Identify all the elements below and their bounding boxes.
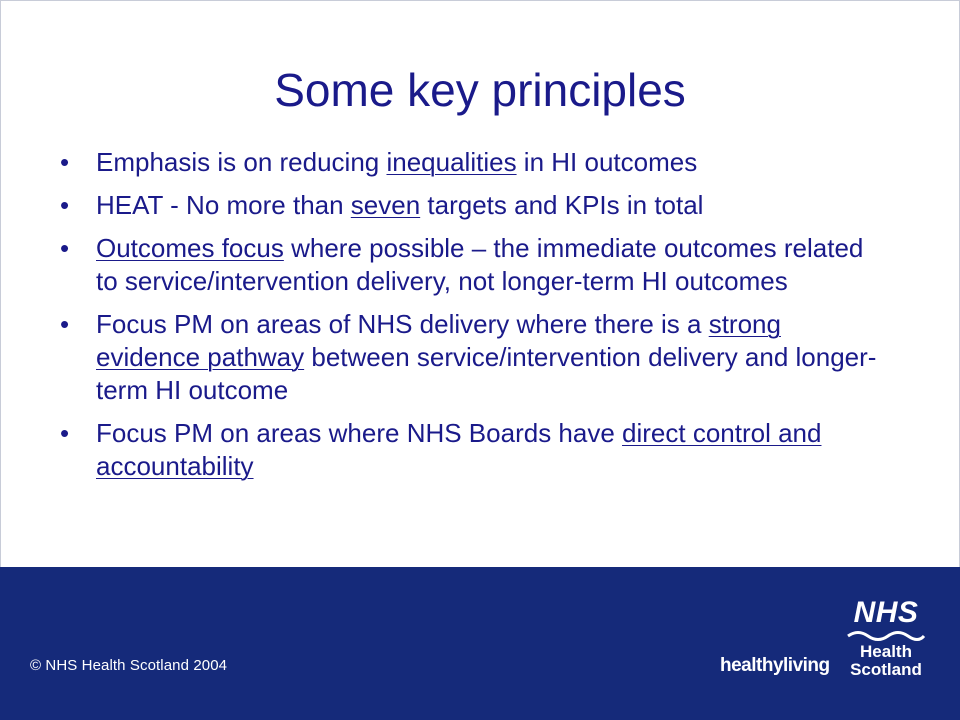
bullet-text: between service/intervention delivery and longer-term HI outcome — [96, 342, 877, 405]
nhs-logo-word: NHS — [853, 596, 919, 629]
slide-title: Some key principles — [274, 64, 686, 116]
bullet-text: Focus PM on areas where NHS Boards have — [96, 418, 623, 448]
nhs-logo-scotland: Scotland — [850, 660, 922, 679]
bullet-text: Emphasis is on reducing — [96, 147, 387, 177]
bullet-dot: • — [60, 190, 70, 220]
bullet-emphasis: strong evidence pathway — [96, 309, 781, 372]
wave-icon — [846, 629, 926, 643]
bullet-item — [60, 417, 880, 483]
nhs-logo-health: Health — [860, 642, 912, 661]
bullet-dot: • — [60, 418, 70, 448]
nhs-logo — [838, 597, 934, 679]
bullet-text: targets and KPIs in total — [420, 190, 704, 220]
bullet-item — [60, 146, 880, 179]
bullet-dot: • — [60, 233, 70, 263]
bullet-emphasis: Outcomes focus — [96, 233, 284, 263]
bullet-list — [60, 146, 880, 493]
bullet-item — [60, 189, 880, 222]
bullet-dot: • — [60, 309, 70, 339]
bullet-emphasis: seven — [350, 190, 421, 220]
bullet-item — [60, 232, 880, 298]
bullet-emphasis: inequalities — [386, 147, 517, 177]
bullet-item — [60, 308, 880, 407]
bullet-text: HEAT - No more than — [96, 190, 351, 220]
bullet-text: in HI outcomes — [516, 147, 698, 177]
bullet-text: where possible – the immediate outcomes related to service/intervention delivery, not longer-term HI outcomes — [96, 233, 864, 296]
bullet-dot: • — [60, 147, 70, 177]
bullet-text: Focus PM on areas of NHS delivery where there is a — [96, 309, 709, 339]
footer-band — [0, 567, 960, 720]
copyright-text: © NHS Health Scotland 2004 — [30, 657, 228, 674]
bullet-emphasis: direct control and accountability — [96, 418, 822, 481]
healthyliving-logo: healthyliving — [720, 655, 830, 676]
